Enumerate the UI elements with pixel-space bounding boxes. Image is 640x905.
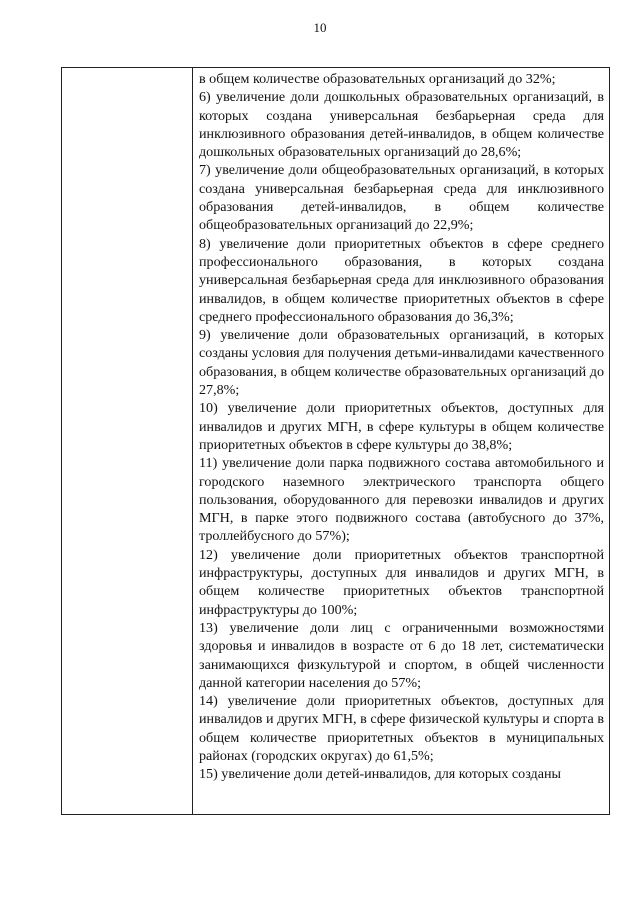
list-item-13: 13) увеличение доли лиц с ограниченными возможностями здоровья и инвалидов в возрасте от 6 до 18 лет, систематически занимающихся физкультурой и спортом, в общей численности данной категории населения до 57%;	[199, 619, 604, 691]
list-item-7: 7) увеличение доли общеобразовательных организаций, в которых создана универсальная безбарьерная среда для инклюзивного образования детей-инвалидов, в общем количестве общеобразовательных организаций до 22,9%;	[199, 162, 604, 234]
document-table	[61, 67, 610, 815]
list-item-8: 8) увеличение доли приоритетных объектов в сфере среднего профессионального образования, в которых создана универсальная безбарьерная среда для инклюзивного образования инвалидов, в общем количестве приоритетных объектов в сфере среднего профессионального образования до 36,3%;	[199, 235, 604, 325]
table-row	[62, 68, 610, 815]
list-item-10: 10) увеличение доли приоритетных объектов, доступных для инвалидов и других МГН, в сфере культуры в общем количестве приоритетных объектов в сфере культуры до 38,8%;	[199, 400, 604, 453]
list-item-12: 12) увеличение доли приоритетных объектов транспортной инфраструктуры, доступных для инвалидов и других МГН, в общем количестве приоритетных объектов транспортной инфраструктуры до 100%;	[199, 546, 604, 618]
list-item-14: 14) увеличение доли приоритетных объектов, доступных для инвалидов и других МГН, в сфере физической культуры и спорта в общем количестве приоритетных объектов в муниципальных районах (городских округах) до 61,5%;	[199, 693, 604, 764]
list-item-15: 15) увеличение доли детей-инвалидов, для которых созданы	[199, 766, 561, 783]
page-number: 10	[313, 20, 327, 35]
list-item-6: 6) увеличение доли дошкольных образовательных организаций, в которых создана универсальная безбарьерная среда для инклюзивного образования детей-инвалидов, в общем количестве дошкольных образовательных организаций до 28,6%;	[199, 89, 604, 161]
cell-text-block	[193, 68, 609, 784]
list-item-9: 9) увеличение доли образовательных организаций, в которых созданы условия для получения детьми-инвалидами качественного образования, в общем количестве образовательных организаций до 27,8%;	[199, 327, 604, 399]
paragraph-continuation: в общем количестве образовательных организаций до 32%;	[199, 71, 556, 87]
list-item-11: 11) увеличение доли парка подвижного состава автомобильного и городского наземного электрического транспорта общего пользования, оборудованного для перевозки инвалидов и других МГН, в парке этого подвижного состава (автобусного до 37%, троллейбусного до 57%);	[199, 455, 604, 545]
table-cell-right	[193, 68, 610, 815]
table-cell-left	[62, 68, 193, 815]
